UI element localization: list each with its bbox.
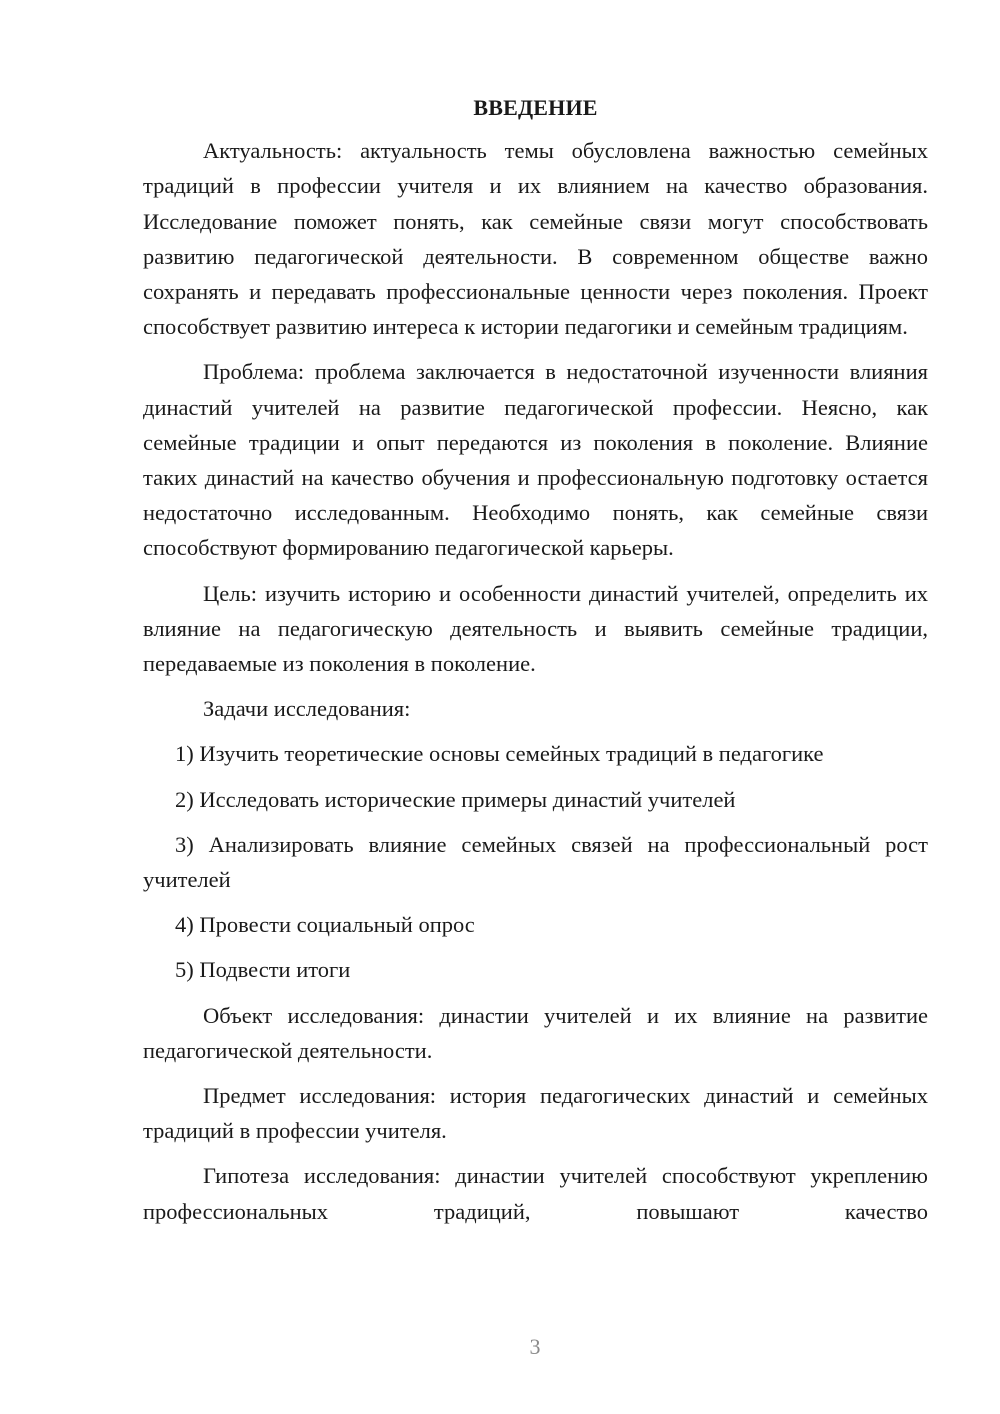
subject-paragraph: Предмет исследования: история педагогических династий и семейных традиций в профессии учителя.	[143, 1083, 928, 1144]
relevance-paragraph: Актуальность: актуальность темы обусловлена важностью семейных традиций в профессии учителя и их влиянием на качество образования. Исследование поможет понять, как семейные связи могут способствовать развитию педагогической деятельности. В современном обществе важно сохранять и передавать профессиональные ценности через поколения. Проект способствует развитию интереса к истории педагогики и семейным традициям.	[143, 138, 928, 340]
page-body	[143, 90, 928, 1229]
section-heading: ВВЕДЕНИЕ	[473, 95, 598, 120]
task-item-3: 3) Анализировать влияние семейных связей на профессиональный рост учителей	[143, 831, 928, 893]
goal-paragraph: Цель: изучить историю и особенности династий учителей, определить их влияние на педагогическую деятельность и выявить семейные традиции, передаваемые из поколения в поколение.	[143, 580, 928, 677]
page-number: 3	[529, 1334, 541, 1359]
task-item-5: 5) Подвести итоги	[175, 957, 351, 983]
hypothesis-paragraph: Гипотеза исследования: династии учителей способствуют укреплению профессиональных традиций, повышают качество	[143, 1163, 928, 1224]
task-item-4: 4) Провести социальный опрос	[175, 912, 475, 938]
object-paragraph: Объект исследования: династии учителей и их влияние на развитие педагогической деятельности.	[143, 1002, 928, 1063]
task-item-2: 2) Исследовать исторические примеры династий учителей	[175, 786, 736, 812]
tasks-title: Задачи исследования:	[203, 696, 411, 722]
problem-paragraph: Проблема: проблема заключается в недостаточной изученности влияния династий учителей на развитие педагогической профессии. Неясно, как семейные традиции и опыт передаются из поколения в поколение. Влияние таких династий на качество обучения и профессиональную подготовку остается недостаточно исследованным. Необходимо понять, как семейные связи способствуют формированию педагогической карьеры.	[143, 359, 928, 561]
task-item-1: 1) Изучить теоретические основы семейных традиций в педагогике	[175, 741, 824, 767]
